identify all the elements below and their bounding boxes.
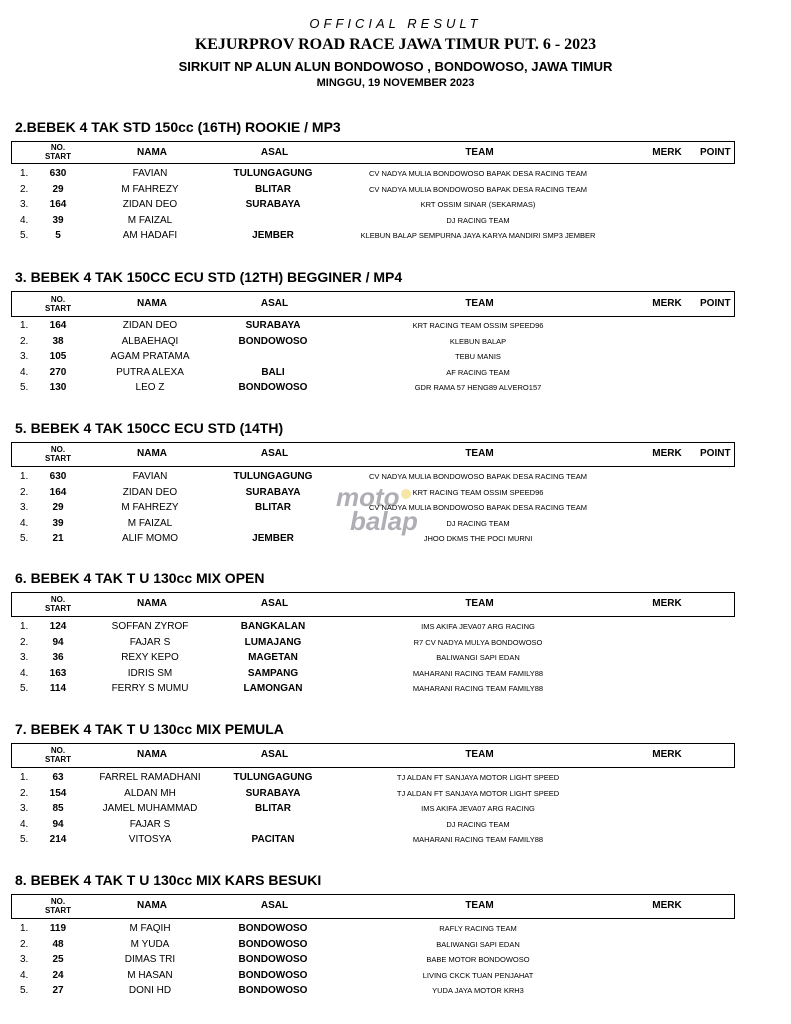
rider-name-cell: FARREL RAMADHANI	[99, 772, 201, 783]
rider-name-cell: DIMAS TRI	[124, 954, 176, 966]
position-cell: 1.	[20, 471, 29, 482]
start-number-cell: 38	[52, 335, 64, 347]
watermark-text-top: moto	[336, 482, 400, 512]
table-header	[11, 442, 735, 467]
origin-cell: LAMONGAN	[243, 683, 303, 695]
position-cell: 4.	[20, 969, 29, 981]
origin-cell: BLITAR	[255, 803, 291, 815]
rider-name-cell: IDRIS SM	[127, 667, 173, 679]
col-start-label: START	[44, 304, 72, 313]
origin-cell: BALI	[261, 366, 285, 378]
origin-cell: MAGETAN	[248, 652, 298, 664]
result-rows	[0, 620, 791, 698]
table-row	[0, 636, 791, 652]
rider-name-cell: JAMEL MUHAMMAD	[102, 803, 198, 815]
start-number-cell: 48	[52, 938, 64, 950]
position-cell: 2.	[20, 636, 29, 648]
col-team: TEAM	[465, 749, 494, 760]
col-point: POINT	[700, 298, 731, 309]
table-header	[11, 141, 735, 164]
position-cell: 5.	[20, 834, 29, 846]
col-no-label: NO.	[50, 143, 66, 152]
position-cell: 3.	[20, 502, 29, 514]
origin-cell: BONDOWOSO	[238, 923, 308, 934]
table-row	[0, 167, 791, 183]
origin-cell: BLITAR	[255, 502, 291, 514]
rider-name-cell: FAJAR S	[129, 818, 171, 830]
table-row	[0, 470, 791, 486]
table-row	[0, 802, 791, 818]
table-row	[0, 517, 791, 533]
start-number-cell: 630	[49, 168, 67, 179]
origin-cell: SURABAYA	[245, 486, 301, 498]
col-nama: NAMA	[137, 298, 167, 309]
table-row	[0, 486, 791, 502]
rider-name-cell: ZIDAN DEO	[122, 320, 178, 331]
result-rows	[0, 167, 791, 245]
position-cell: 1.	[20, 772, 29, 783]
table-row	[0, 969, 791, 985]
table-row	[0, 229, 791, 245]
team-cell: BABE MOTOR BONDOWOSO	[426, 955, 530, 965]
rider-name-cell: REXY KEPO	[121, 652, 179, 664]
position-cell: 4.	[20, 214, 29, 226]
race-class-title: 5. BEBEK 4 TAK 150CC ECU STD (14TH)	[15, 420, 284, 436]
rider-name-cell: ALBAEHAQI	[121, 335, 179, 347]
race-class-title: 2.BEBEK 4 TAK STD 150cc (16TH) ROOKIE / MP3	[15, 119, 341, 135]
start-number-cell: 270	[49, 366, 67, 378]
team-cell: KLEBUN BALAP	[449, 336, 507, 346]
table-row	[0, 350, 791, 366]
position-cell: 4.	[20, 818, 29, 830]
result-rows	[0, 319, 791, 397]
col-no-label: NO.	[50, 595, 66, 604]
start-number-cell: 130	[49, 382, 67, 394]
table-row	[0, 214, 791, 230]
col-asal: ASAL	[260, 147, 289, 158]
rider-name-cell: M FAHREZY	[121, 502, 179, 514]
col-asal: ASAL	[260, 598, 289, 609]
col-no-start	[38, 746, 78, 764]
col-nama: NAMA	[137, 900, 167, 911]
start-number-cell: 85	[52, 803, 64, 815]
rider-name-cell: M FAQIH	[129, 923, 171, 934]
position-cell: 5.	[20, 230, 29, 242]
col-asal: ASAL	[260, 900, 289, 911]
event-title: KEJURPROV ROAD RACE JAWA TIMUR PUT. 6 - 2023	[194, 36, 597, 53]
col-no-label: NO.	[50, 897, 66, 906]
team-cell: R7 CV NADYA MULYA BONDOWOSO	[413, 637, 543, 647]
position-cell: 2.	[20, 938, 29, 950]
origin-cell: TULUNGAGUNG	[233, 168, 313, 179]
result-rows	[0, 771, 791, 849]
start-number-cell: 164	[49, 199, 67, 211]
col-start-label: START	[44, 906, 72, 915]
table-row	[0, 198, 791, 214]
table-row	[0, 667, 791, 683]
position-cell: 1.	[20, 621, 29, 632]
position-cell: 4.	[20, 667, 29, 679]
col-asal: ASAL	[260, 298, 289, 309]
table-row	[0, 183, 791, 199]
result-rows	[0, 922, 791, 1000]
origin-cell: BONDOWOSO	[238, 335, 308, 347]
team-cell: AF RACING TEAM	[446, 367, 510, 377]
watermark-text-bottom: balap	[350, 506, 418, 536]
table-row	[0, 532, 791, 548]
rider-name-cell: ALDAN MH	[124, 787, 176, 799]
col-point: POINT	[700, 448, 731, 459]
rider-name-cell: M FAIZAL	[127, 517, 173, 529]
origin-cell: SAMPANG	[247, 667, 299, 679]
origin-cell: BANGKALAN	[240, 621, 306, 632]
col-merk: MERK	[652, 749, 682, 760]
rider-name-cell: LEO Z	[135, 382, 165, 394]
start-number-cell: 164	[49, 486, 67, 498]
origin-cell: TULUNGAGUNG	[233, 772, 313, 783]
col-no-label: NO.	[50, 445, 66, 454]
team-cell: KRT RACING TEAM OSSIM SPEED96	[412, 487, 544, 497]
position-cell: 1.	[20, 320, 29, 331]
start-number-cell: 5	[55, 230, 61, 242]
race-class-title: 6. BEBEK 4 TAK T U 130cc MIX OPEN	[15, 570, 265, 586]
col-point: POINT	[700, 147, 731, 158]
table-row	[0, 787, 791, 803]
table-row	[0, 620, 791, 636]
team-cell: JHOO DKMS THE POCI MURNI	[423, 534, 533, 544]
origin-cell: BLITAR	[255, 183, 291, 195]
team-cell: MAHARANI RACING TEAM FAMILY88	[412, 684, 544, 694]
position-cell: 2.	[20, 183, 29, 195]
rider-name-cell: PUTRA ALEXA	[116, 366, 184, 378]
start-number-cell: 630	[49, 471, 67, 482]
team-cell: MAHARANI RACING TEAM FAMILY88	[412, 835, 544, 845]
col-team: TEAM	[465, 598, 494, 609]
position-cell: 1.	[20, 168, 29, 179]
table-row	[0, 938, 791, 954]
position-cell: 4.	[20, 366, 29, 378]
origin-cell: BONDOWOSO	[238, 954, 308, 966]
team-cell: IMS AKIFA JEVA07 ARG RACING	[421, 804, 535, 814]
start-number-cell: 214	[49, 834, 67, 846]
col-nama: NAMA	[137, 448, 167, 459]
position-cell: 4.	[20, 517, 29, 529]
rider-name-cell: AGAM PRATAMA	[110, 351, 190, 363]
rider-name-cell: ZIDAN DEO	[122, 486, 178, 498]
col-asal: ASAL	[260, 749, 289, 760]
position-cell: 2.	[20, 335, 29, 347]
table-row	[0, 984, 791, 1000]
rider-name-cell: SOFFAN ZYROF	[111, 621, 189, 632]
race-class-title: 8. BEBEK 4 TAK T U 130cc MIX KARS BESUKI	[15, 872, 322, 888]
col-no-label: NO.	[50, 295, 66, 304]
start-number-cell: 63	[52, 772, 64, 783]
rider-name-cell: AM HADAFI	[122, 230, 178, 242]
team-cell: GDR RAMA 57 HENG89 ALVERO157	[414, 383, 542, 393]
table-row	[0, 651, 791, 667]
team-cell: RAFLY RACING TEAM	[439, 924, 517, 933]
position-cell: 3.	[20, 803, 29, 815]
team-cell: DJ RACING TEAM	[446, 819, 510, 829]
col-no-start	[38, 143, 78, 161]
table-row	[0, 922, 791, 938]
event-venue: SIRKUIT NP ALUN ALUN BONDOWOSO , BONDOWOSO, JAWA TIMUR	[178, 59, 613, 74]
start-number-cell: 163	[49, 667, 67, 679]
start-number-cell: 29	[52, 502, 64, 514]
col-no-start	[38, 897, 78, 915]
col-nama: NAMA	[137, 598, 167, 609]
table-header	[11, 592, 735, 617]
rider-name-cell: FAJAR S	[129, 636, 171, 648]
event-date: MINGGU, 19 NOVEMBER 2023	[316, 77, 475, 89]
team-cell: KRT OSSIM SINAR (SEKARMAS)	[420, 200, 536, 210]
col-asal: ASAL	[260, 448, 289, 459]
origin-cell: BONDOWOSO	[238, 969, 308, 981]
col-merk: MERK	[652, 448, 682, 459]
start-number-cell: 21	[52, 533, 64, 545]
table-header	[11, 894, 735, 919]
origin-cell: JEMBER	[252, 533, 294, 545]
position-cell: 3.	[20, 351, 29, 363]
rider-name-cell: ALIF MOMO	[121, 533, 179, 545]
origin-cell: JEMBER	[252, 230, 294, 242]
col-merk: MERK	[652, 298, 682, 309]
table-header	[11, 743, 735, 768]
race-class-title: 3. BEBEK 4 TAK 150CC ECU STD (12TH) BEGGINER / MP4	[15, 269, 403, 285]
col-start-label: START	[44, 604, 72, 613]
race-class-title: 7. BEBEK 4 TAK T U 130cc MIX PEMULA	[15, 721, 284, 737]
position-cell: 5.	[20, 382, 29, 394]
col-merk: MERK	[652, 147, 682, 158]
start-number-cell: 24	[52, 969, 64, 981]
rider-name-cell: FAVIAN	[132, 471, 168, 482]
start-number-cell: 39	[52, 517, 64, 529]
table-row	[0, 682, 791, 698]
origin-cell: SURABAYA	[245, 320, 301, 331]
start-number-cell: 27	[52, 985, 64, 997]
start-number-cell: 119	[49, 923, 67, 934]
table-row	[0, 501, 791, 517]
position-cell: 1.	[20, 923, 29, 934]
team-cell: KLEBUN BALAP SEMPURNA JAYA KARYA MANDIRI SMP3 JEMBER	[360, 231, 596, 241]
official-result-label: OFFICIAL RESULT	[309, 16, 482, 31]
table-row	[0, 953, 791, 969]
table-row	[0, 818, 791, 834]
table-row	[0, 771, 791, 787]
origin-cell: SURABAYA	[245, 199, 301, 211]
team-cell: BALIWANGI SAPI EDAN	[436, 939, 520, 949]
team-cell: LIVING CKCK TUAN PENJAHAT	[422, 970, 534, 980]
position-cell: 5.	[20, 533, 29, 545]
rider-name-cell: ZIDAN DEO	[122, 199, 178, 211]
col-merk: MERK	[652, 900, 682, 911]
origin-cell: LUMAJANG	[244, 636, 302, 648]
start-number-cell: 124	[49, 621, 67, 632]
team-cell: IMS AKIFA JEVA07 ARG RACING	[421, 622, 535, 631]
team-cell: CV NADYA MULIA BONDOWOSO BAPAK DESA RACING TEAM	[369, 169, 587, 178]
col-no-start	[38, 445, 78, 463]
table-row	[0, 335, 791, 351]
team-cell: CV NADYA MULIA BONDOWOSO BAPAK DESA RACING TEAM	[369, 503, 587, 513]
team-cell: DJ RACING TEAM	[446, 215, 510, 225]
table-row	[0, 381, 791, 397]
team-cell: KRT RACING TEAM OSSIM SPEED96	[412, 321, 544, 330]
origin-cell: BONDOWOSO	[238, 382, 308, 394]
team-cell: DJ RACING TEAM	[446, 518, 510, 528]
start-number-cell: 105	[49, 351, 67, 363]
col-nama: NAMA	[137, 147, 167, 158]
col-start-label: START	[44, 454, 72, 463]
start-number-cell: 94	[52, 818, 64, 830]
position-cell: 2.	[20, 787, 29, 799]
start-number-cell: 94	[52, 636, 64, 648]
team-cell: TJ ALDAN FT SANJAYA MOTOR LIGHT SPEED	[396, 773, 560, 782]
rider-name-cell: VITOSYA	[128, 834, 172, 846]
team-cell: TEBU MANIS	[455, 352, 501, 362]
team-cell: TJ ALDAN FT SANJAYA MOTOR LIGHT SPEED	[396, 788, 560, 798]
origin-cell: SURABAYA	[245, 787, 301, 799]
rider-name-cell: M FAIZAL	[127, 214, 173, 226]
origin-cell: BONDOWOSO	[238, 938, 308, 950]
team-cell: YUDA JAYA MOTOR KRH3	[432, 986, 524, 996]
origin-cell: TULUNGAGUNG	[233, 471, 313, 482]
position-cell: 3.	[20, 954, 29, 966]
start-number-cell: 154	[49, 787, 67, 799]
position-cell: 5.	[20, 683, 29, 695]
start-number-cell: 25	[52, 954, 64, 966]
table-row	[0, 833, 791, 849]
table-header	[11, 291, 735, 317]
col-team: TEAM	[465, 147, 494, 158]
col-no-label: NO.	[50, 746, 66, 755]
rider-name-cell: FAVIAN	[132, 168, 168, 179]
position-cell: 2.	[20, 486, 29, 498]
rider-name-cell: DONI HD	[128, 985, 172, 997]
rider-name-cell: M FAHREZY	[121, 183, 179, 195]
col-team: TEAM	[465, 900, 494, 911]
start-number-cell: 36	[52, 652, 64, 664]
result-rows	[0, 470, 791, 548]
col-start-label: START	[44, 755, 72, 764]
col-no-start	[38, 295, 78, 313]
col-merk: MERK	[652, 598, 682, 609]
team-cell: CV NADYA MULIA BONDOWOSO BAPAK DESA RACING TEAM	[369, 472, 587, 481]
team-cell: MAHARANI RACING TEAM FAMILY88	[412, 668, 544, 678]
col-start-label: START	[44, 152, 72, 161]
table-row	[0, 366, 791, 382]
rider-name-cell: M HASAN	[127, 969, 173, 981]
team-cell: BALIWANGI SAPI EDAN	[436, 653, 520, 663]
position-cell: 3.	[20, 652, 29, 664]
team-cell: CV NADYA MULIA BONDOWOSO BAPAK DESA RACING TEAM	[369, 184, 587, 194]
rider-name-cell: FERRY S MUMU	[111, 683, 189, 695]
origin-cell: BONDOWOSO	[238, 985, 308, 997]
start-number-cell: 29	[52, 183, 64, 195]
start-number-cell: 114	[49, 683, 67, 695]
col-team: TEAM	[465, 448, 494, 459]
col-nama: NAMA	[137, 749, 167, 760]
col-no-start	[38, 595, 78, 613]
position-cell: 5.	[20, 985, 29, 997]
origin-cell: PACITAN	[251, 834, 295, 846]
table-row	[0, 319, 791, 335]
position-cell: 3.	[20, 199, 29, 211]
start-number-cell: 164	[49, 320, 67, 331]
col-team: TEAM	[465, 298, 494, 309]
rider-name-cell: M YUDA	[130, 938, 170, 950]
start-number-cell: 39	[52, 214, 64, 226]
